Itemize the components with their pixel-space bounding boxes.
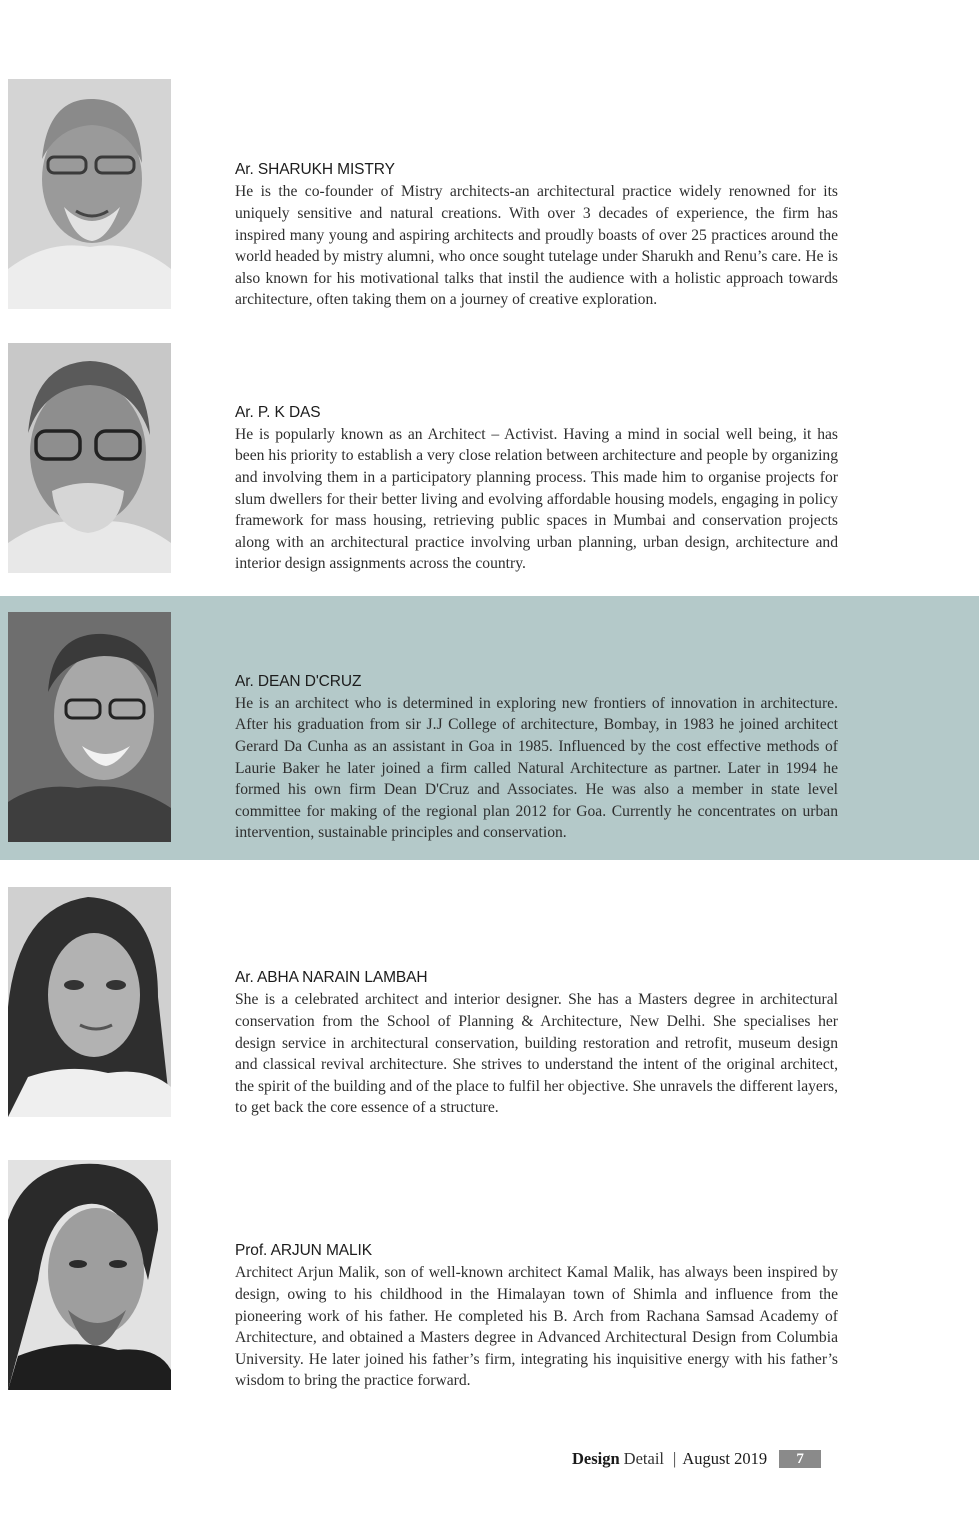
profile-pk-das — [8, 343, 838, 575]
architect-name: Ar. DEAN D'CRUZ — [235, 672, 362, 690]
profile-dean-dcruz — [8, 612, 838, 844]
portrait-photo — [8, 1160, 171, 1390]
architect-bio: He is the co-founder of Mistry architects-an architectural practice widely renowned for its uniquely sensitive and natural creations. With over 3 decades of experience, the firm has inspired many young and aspiring architects and proudly boasts of over 25 practices around the world headed by mistry alumni, who once sought tutelage under Sharukh and Renu’s care. He is also known for his motivational talks that instil the audience with a holistic approach towards architecture, often taking them on a journey of creative exploration. — [235, 183, 838, 309]
magazine-brand-bold: Design — [572, 1449, 620, 1468]
architect-bio: He is an architect who is determined in exploring new frontiers of innovation in architecture. After his graduation from sir J.J College of architecture, Bombay, in 1983 he joined architect Gerard Da Cunha as an assistant in Goa in 1985. Influenced by the cost effective methods of Laurie Baker he later joined a firm called Natural Architecture as partner. Later in 1994 he formed his own firm Dean D'Cruz and Associates. He was also a member in state level committee for making of the regional plan 2012 for Goa. Currently he concentrates on urban intervention, sustainable principles and conservation. — [235, 694, 838, 842]
architect-bio: He is popularly known as an Architect – Activist. Having a mind in social well being, it has been his priority to establish a very close relation between architecture and people by organizing and involving them in a participatory planning process. This made him to organise projects for slum dwellers for their better living and evolving affordable housing models, engaging in policy framework for mass housing, retrieving public spaces in Mumbai and conservation projects along with an architectural practice involving urban planning, urban design, architecture and interior design assignments across the country. — [235, 425, 838, 573]
portrait-image — [8, 1160, 171, 1390]
profile-arjun-malik — [8, 1160, 838, 1392]
footer-separator: | — [673, 1449, 677, 1468]
architect-name: Ar. ABHA NARAIN LAMBAH — [235, 969, 428, 987]
portrait-image — [8, 79, 171, 309]
page-number: 7 — [779, 1450, 821, 1468]
portrait-image — [8, 343, 171, 573]
architect-bio: She is a celebrated architect and interior designer. She has a Masters degree in architectural conservation from the School of Planning & Architecture, New Delhi. She specialises her design service in architectural conservation, building restoration and retrofit, museum design and classical revival architecture. She strives to understand the intent of the original architect, the spirit of the building and of the place to fulfil her objective. She unravels the different layers, to get back the core essence of a structure. — [235, 991, 838, 1117]
architect-name: Ar. SHARUKH MISTRY — [235, 161, 395, 179]
portrait-photo — [8, 887, 171, 1117]
architect-name: Ar. P. K DAS — [235, 403, 321, 421]
portrait-image — [8, 612, 171, 842]
profile-sharukh-mistry — [8, 79, 838, 311]
magazine-brand-light: Detail — [623, 1449, 664, 1468]
architect-name: Prof. ARJUN MALIK — [235, 1242, 372, 1260]
portrait-photo — [8, 79, 171, 309]
profile-abha-narain-lambah — [8, 887, 838, 1119]
issue-date: August 2019 — [682, 1449, 768, 1468]
page-footer — [572, 1448, 821, 1470]
portrait-photo — [8, 612, 171, 842]
portrait-photo — [8, 343, 171, 573]
portrait-image — [8, 887, 171, 1117]
architect-bio: Architect Arjun Malik, son of well-known architect Kamal Malik, has always been inspired by design, owing to his childhood in the Himalayan town of Shimla and influence from the pioneering work of his father. He completed his B. Arch from Rachana Samsad Academy of Architecture, and obtained a Masters degree in Advanced Architectural Design from Columbia University. He later joined his father’s firm, integrating his inquisitive energy with his father’s wisdom to bring the practice forward. — [235, 1264, 838, 1390]
